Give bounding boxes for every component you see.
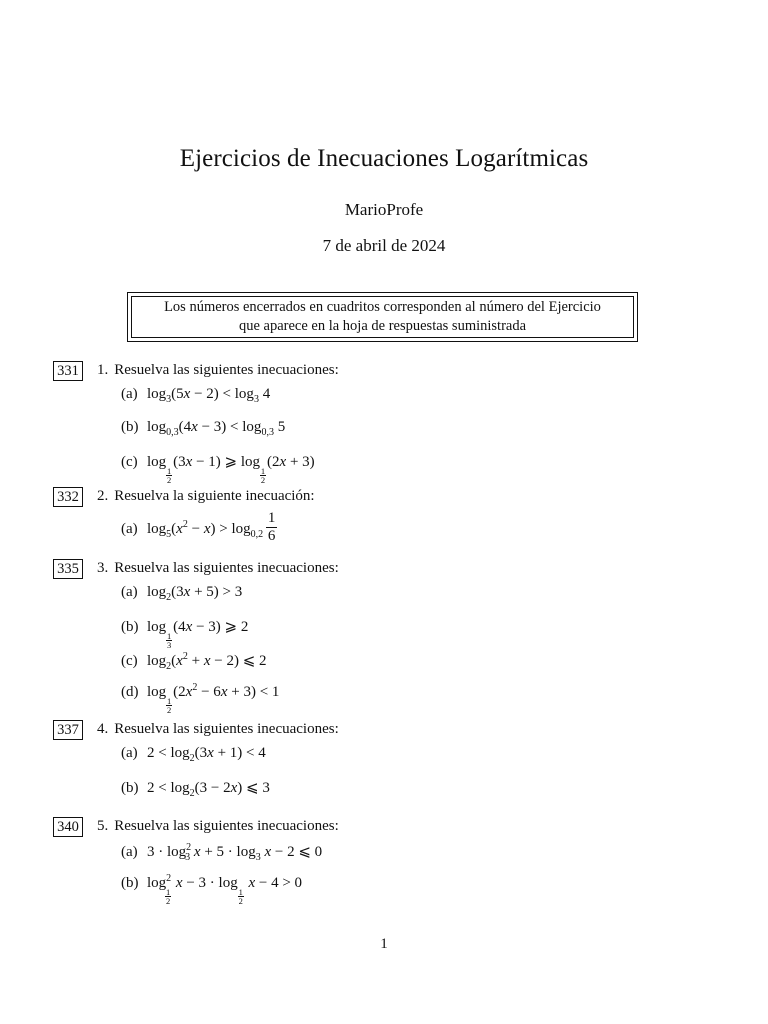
item-label: (a): [121, 745, 138, 761]
exercise-index: 2.: [97, 488, 109, 504]
exercise-item: [121, 419, 285, 436]
notice-box: [127, 292, 638, 342]
math-expression: $\log_3(5x - 2) < \log_3 4$: [147, 386, 271, 405]
math-expression: $2 < \log_2(3x + 1) < 4$: [147, 745, 266, 764]
exercise-prompt: Resuelva las siguientes inecuaciones:: [114, 818, 339, 834]
exercise-prompt: Resuelva las siguientes inecuaciones:: [114, 721, 339, 737]
exercise-item: [121, 584, 242, 601]
exercise-heading: [97, 362, 339, 379]
item-label: (a): [121, 584, 138, 600]
math-expression: log $\frac{1}{3}$ (4x − 3) ⩾ 2: [147, 619, 249, 650]
exercise-heading: [97, 488, 315, 505]
exercise-number-box: 340: [53, 817, 83, 837]
exercise-number-box: 331: [53, 361, 83, 381]
item-label: (b): [121, 875, 139, 891]
math-expression: $\log_{0,3}(4x - 3) < \log_{0,3} 5$: [147, 419, 286, 438]
math-expression: $\log_2(x^2 + x - 2)$ ⩽ 2: [147, 651, 267, 672]
math-expression: $3 \cdot \log^2_3 x + 5 \cdot \log_3 x - 2$ ⩽ 0: [147, 842, 323, 863]
item-label: (c): [121, 454, 138, 470]
exercise-index: 1.: [97, 362, 109, 378]
exercise-heading: [97, 818, 339, 835]
exercise-number-box: 332: [53, 487, 83, 507]
item-label: (a): [121, 386, 138, 402]
exercise-heading: [97, 721, 339, 738]
item-label: (b): [121, 619, 139, 635]
exercise-item: [121, 875, 302, 905]
document-author: MarioProfe: [344, 200, 424, 219]
exercise-item: [121, 617, 248, 649]
item-label: (b): [121, 780, 139, 796]
exercise-number-box: 337: [53, 720, 83, 740]
math-expression: $\log_5(x^2 - x) > \log_{0,2}$ $\frac{1}{6}$: [147, 510, 276, 544]
exercise-item: [121, 512, 277, 547]
math-expression: log $\frac{1}{2}$ (3x − 1) ⩾ log $\frac{1}{2}$ (2x + 3): [147, 454, 315, 485]
exercise-prompt: Resuelva las siguientes inecuaciones:: [114, 362, 339, 378]
page-number: 1: [380, 936, 388, 952]
exercise-prompt: Resuelva las siguientes inecuaciones:: [114, 560, 339, 576]
math-expression: $2 < \log_2(3 - 2x)$ ⩽ 3: [147, 780, 270, 799]
item-label: (a): [121, 520, 138, 537]
notice-inner-frame: [131, 296, 634, 338]
exercise-index: 4.: [97, 721, 109, 737]
exercise-number-box: 335: [53, 559, 83, 579]
exercise-item: [121, 651, 267, 670]
exercise-item: [121, 386, 270, 403]
item-label: (a): [121, 844, 138, 860]
exercise-item: [121, 452, 315, 484]
item-label: (c): [121, 653, 138, 669]
document-date: 7 de abril de 2024: [322, 236, 446, 255]
item-label: (b): [121, 419, 139, 435]
item-label: (d): [121, 684, 139, 700]
math-expression: $\log_2(3x + 5) > 3$: [147, 584, 243, 603]
exercise-item: [121, 684, 279, 714]
exercise-index: 5.: [97, 818, 109, 834]
math-expression: $\log^2$ $\frac{1}{2}$ x − 3 · log $\frac{1}{2}$ x − 4 > 0: [147, 873, 303, 906]
document-title: Ejercicios de Inecuaciones Logarítmicas: [179, 145, 589, 172]
exercise-index: 3.: [97, 560, 109, 576]
exercise-item: [121, 745, 266, 762]
exercise-prompt: Resuelva la siguiente inecuación:: [114, 488, 315, 504]
exercise-item: [121, 778, 270, 797]
exercise-item: [121, 842, 322, 861]
exercise-heading: [97, 560, 339, 577]
notice-line-1: Los números encerrados en cuadritos corresponden al número del Ejercicio: [164, 299, 601, 315]
math-expression: log $\frac{1}{2}$ $(2x^2 - 6x + 3) < 1$: [147, 682, 280, 715]
notice-line-2: que aparece en la hoja de respuestas suministrada: [238, 318, 527, 334]
